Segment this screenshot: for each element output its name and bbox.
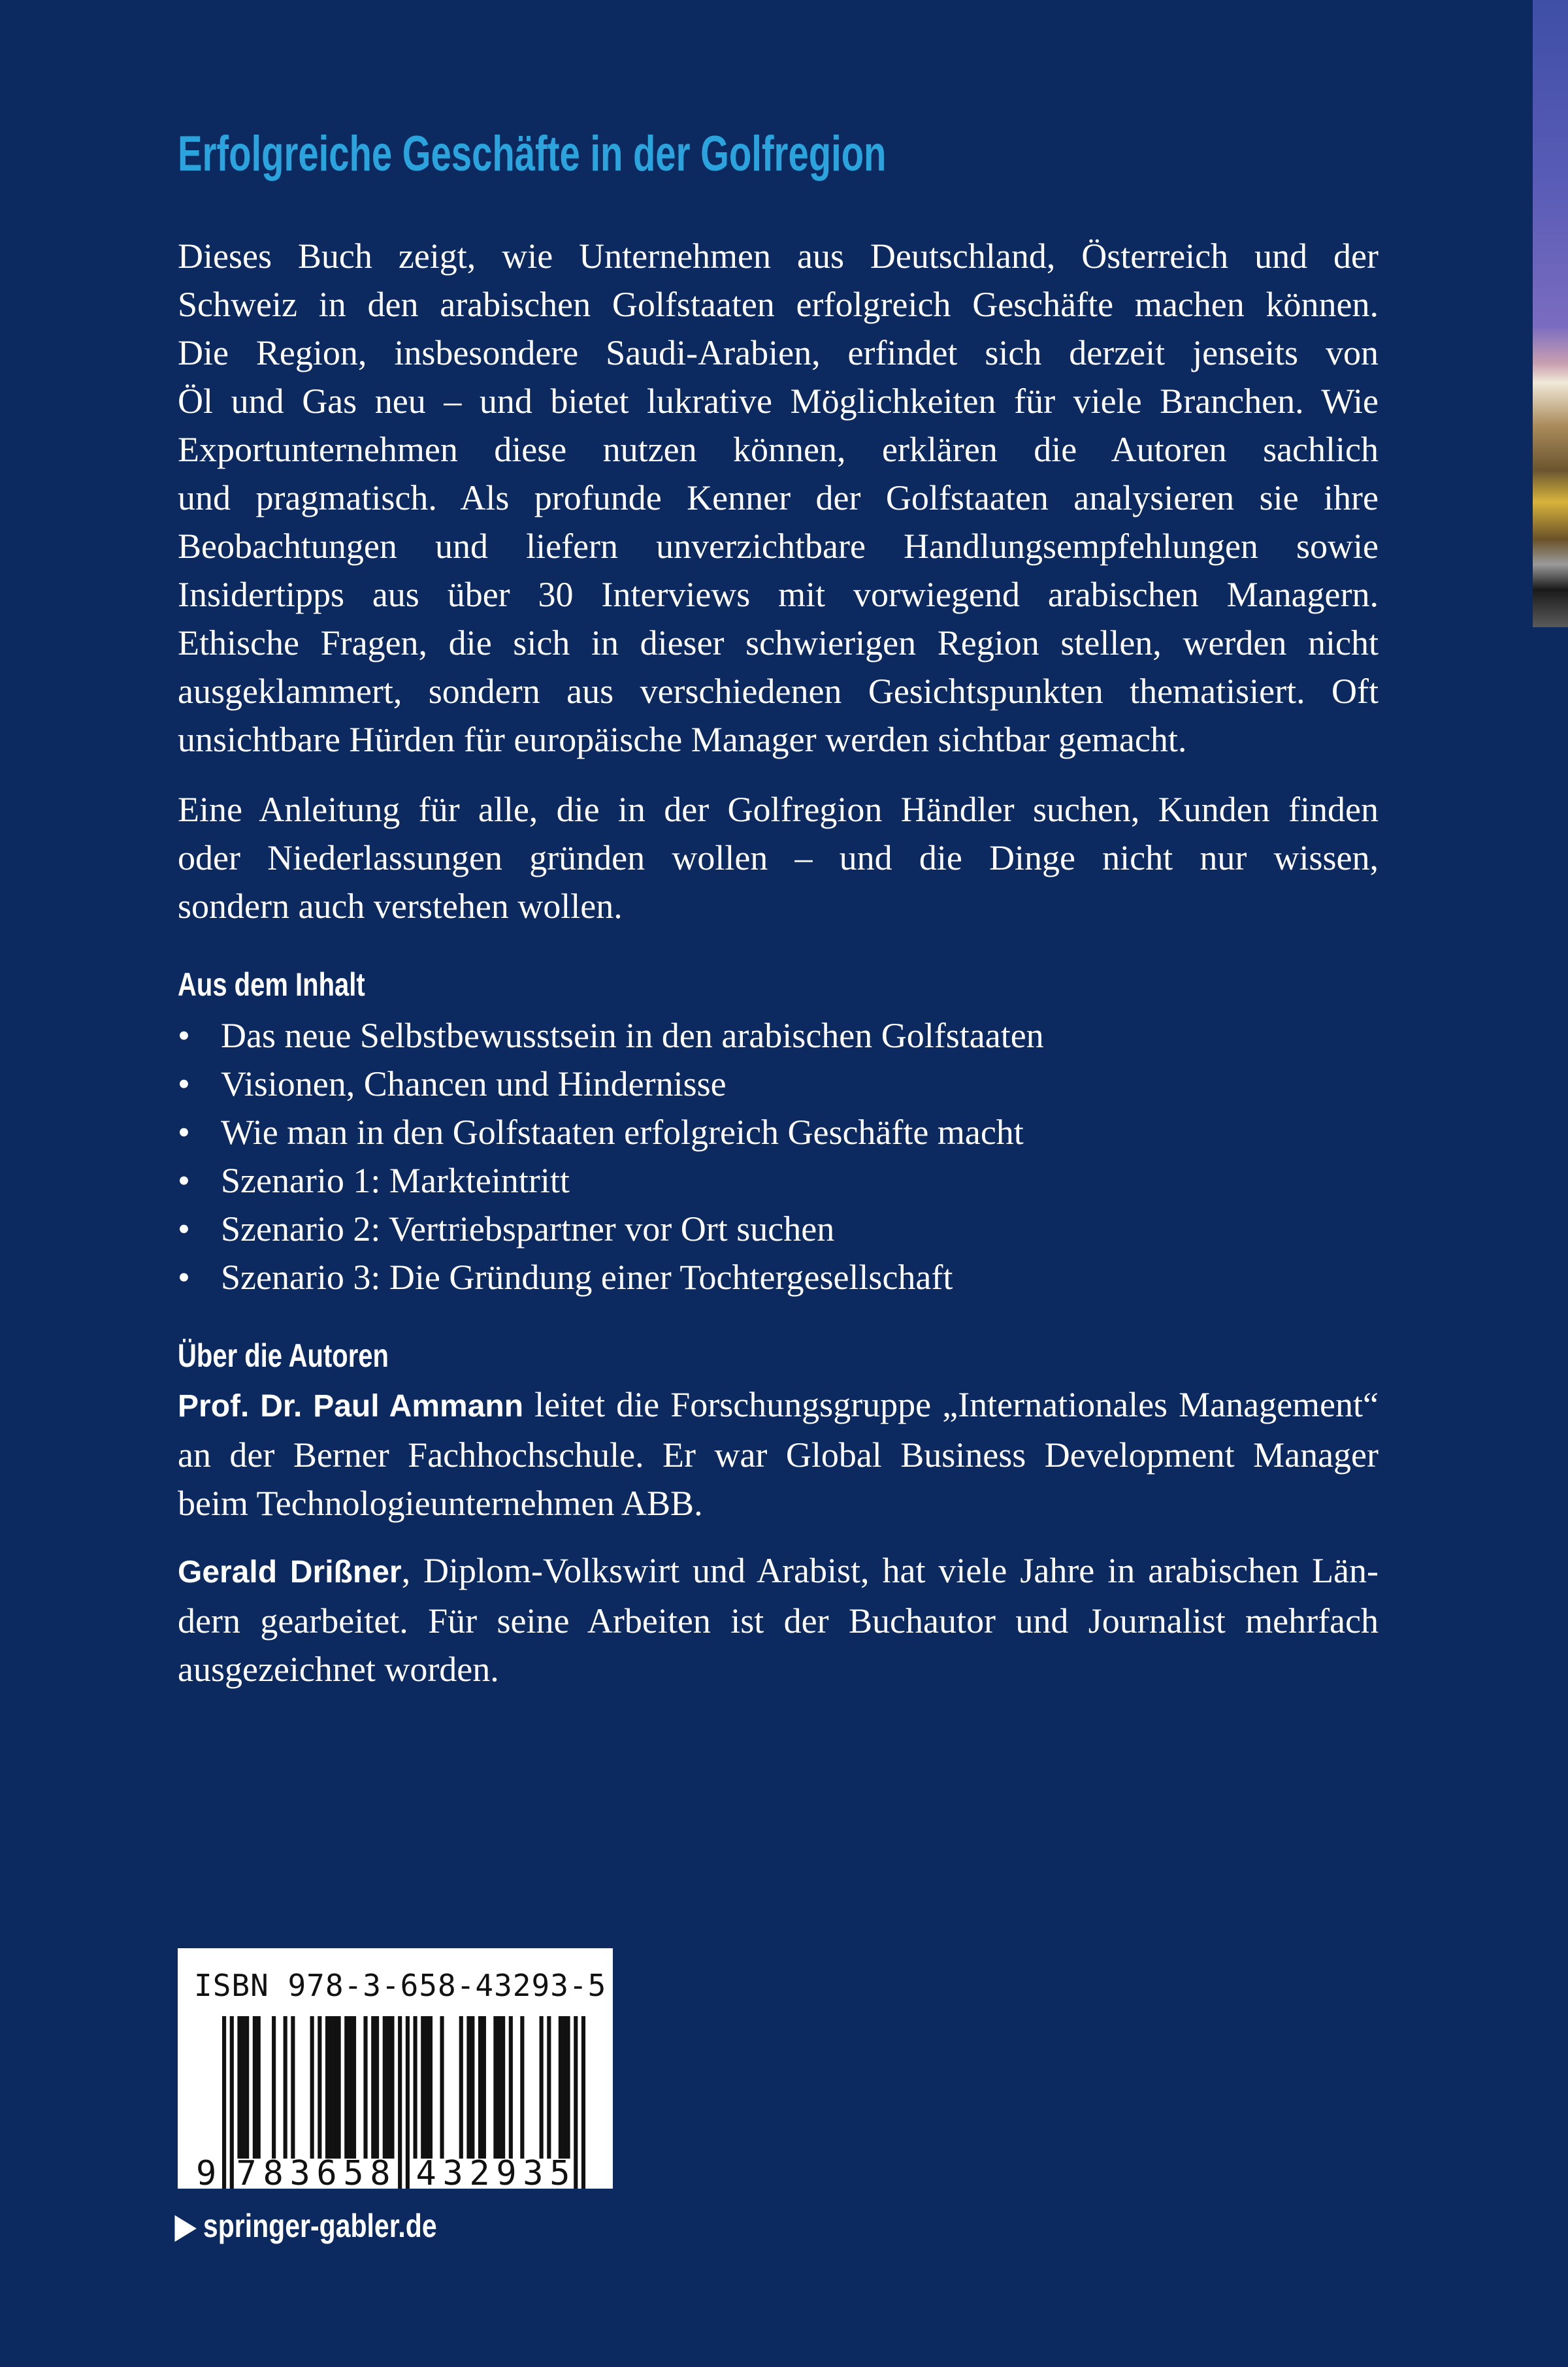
publisher-website-link[interactable] <box>175 2207 437 2245</box>
barcode-bar <box>344 2016 348 2159</box>
barcode-bar <box>520 2016 524 2159</box>
barcode-bar <box>325 2016 329 2159</box>
barcode-bar <box>497 2016 501 2159</box>
text-line: Exportunternehmen diese nutzen können, erklären die Autoren sachlich <box>178 430 1379 469</box>
barcode-bar <box>383 2016 387 2159</box>
barcode-bar <box>348 2016 352 2159</box>
barcode-bar <box>547 2016 551 2159</box>
barcode-digit: 9 <box>196 2154 217 2189</box>
barcode-digit: 5 <box>549 2154 570 2189</box>
barcode-digit: 5 <box>343 2154 364 2189</box>
text-line: oder Niederlassungen gründen wollen – und die Dinge nicht nur wissen, <box>178 838 1379 877</box>
contents-item <box>178 1060 1044 1108</box>
barcode-bar <box>363 2016 367 2159</box>
barcode-bar <box>540 2016 544 2159</box>
text-line: ausgeklammert, sondern aus verschiedenen Gesichtspunkten thematisiert. Oft <box>178 672 1379 711</box>
description-paragraph-2 <box>178 785 1379 930</box>
barcode-bar <box>390 2016 394 2159</box>
bio-text: , Diplom-Volkswirt und Arabist, hat viele Jahre in arabischen Län- <box>401 1551 1379 1590</box>
barcode-bar <box>230 2016 234 2189</box>
author-bio-ammann <box>178 1380 1379 1527</box>
bio-text: leitet die Forschungsgruppe „Internationales Management“ <box>523 1385 1379 1424</box>
barcode-bar <box>237 2016 241 2159</box>
contents-item <box>178 1205 1044 1253</box>
isbn-label: ISBN 978-3-658-43293-5 <box>194 1968 607 2003</box>
contents-item <box>178 1108 1044 1156</box>
text-line: sondern auch verstehen wollen. <box>178 887 623 926</box>
contents-list <box>178 1011 1044 1301</box>
barcode-bar <box>414 2016 417 2159</box>
contents-item-text: Szenario 3: Die Gründung einer Tochtergesellschaft <box>221 1258 953 1297</box>
barcode-bar <box>421 2016 425 2159</box>
bullet-icon: • <box>178 1209 190 1249</box>
author-name: Gerald Drißner <box>178 1555 402 1590</box>
text-line: Öl und Gas neu – und bietet lukrative Möglichkeiten für viele Branchen. Wie <box>178 382 1379 421</box>
barcode-bar <box>257 2016 261 2159</box>
bullet-icon: • <box>178 1161 190 1200</box>
contents-item-text: Wie man in den Golfstaaten erfolgreich Geschäfte macht <box>221 1113 1024 1152</box>
text-line <box>178 1546 1379 1597</box>
barcode-bar <box>318 2016 321 2159</box>
barcode-bar <box>493 2016 497 2159</box>
barcode-bar <box>440 2016 444 2159</box>
barcode-digit: 8 <box>263 2154 284 2189</box>
description-paragraph-1 <box>178 232 1379 764</box>
contents-item-text: Das neue Selbstbewusstsein in den arabischen Golfstaaten <box>221 1016 1044 1055</box>
barcode-bar <box>459 2016 463 2159</box>
text-line: Beobachtungen und liefern unverzichtbare Handlungsempfehlungen sowie <box>178 527 1379 566</box>
barcode-bar <box>482 2016 486 2159</box>
barcode-bar <box>429 2016 433 2159</box>
barcode-bar <box>310 2016 314 2159</box>
barcode-digit: 3 <box>289 2154 310 2189</box>
barcode-bar <box>398 2016 402 2189</box>
contents-item-text: Szenario 1: Markteintritt <box>221 1161 570 1200</box>
text-line: Eine Anleitung für alle, die in der Golfregion Händler suchen, Kunden finden <box>178 790 1379 829</box>
barcode-bar <box>352 2016 356 2159</box>
contents-item-text: Visionen, Chancen und Hindernisse <box>221 1064 727 1103</box>
barcode-bar <box>241 2016 245 2159</box>
barcode-bar <box>466 2016 470 2159</box>
barcode-bar <box>581 2016 585 2189</box>
barcode-bar <box>337 2016 341 2159</box>
barcode-digit: 8 <box>370 2154 391 2189</box>
barcode-digit: 3 <box>442 2154 463 2189</box>
text-line: Insidertipps aus über 30 Interviews mit vorwiegend arabischen Managern. <box>178 575 1379 614</box>
barcode-bar <box>387 2016 391 2159</box>
barcode-bar <box>563 2016 566 2159</box>
barcode-bar <box>566 2016 570 2159</box>
back-cover-title: Erfolgreiche Geschäfte in der Golfregion <box>178 126 887 182</box>
text-line: Dieses Buch zeigt, wie Unternehmen aus Deutschland, Österreich und der <box>178 237 1379 276</box>
barcode-digit: 6 <box>316 2154 337 2189</box>
text-line: ausgezeichnet worden. <box>178 1650 499 1689</box>
contents-item <box>178 1011 1044 1060</box>
author-name: Prof. Dr. Paul Ammann <box>178 1389 524 1424</box>
play-arrow-icon: ▶ <box>175 2208 196 2244</box>
text-line: Ethische Fragen, die sich in dieser schwierigen Region stellen, werden nicht <box>178 623 1379 662</box>
bullet-icon: • <box>178 1016 190 1055</box>
barcode-bar <box>470 2016 474 2159</box>
contents-item-text: Szenario 2: Vertriebspartner vor Ort suchen <box>221 1209 835 1249</box>
barcode-bar <box>284 2016 287 2159</box>
website-text: springer-gabler.de <box>203 2208 437 2244</box>
barcode-bar <box>291 2016 295 2159</box>
barcode-bar <box>425 2016 429 2159</box>
text-line: Schweiz in den arabischen Golfstaaten erfolgreich Geschäfte machen können. <box>178 285 1379 324</box>
barcode-bar <box>509 2016 513 2159</box>
barcode-digit: 7 <box>236 2154 257 2189</box>
barcode-digit: 3 <box>523 2154 544 2189</box>
text-line: Die Region, insbesondere Saudi-Arabien, erfindet sich derzeit jenseits von <box>178 333 1379 372</box>
barcode-bar <box>272 2016 276 2159</box>
barcode-bar <box>245 2016 249 2159</box>
text-line: an der Berner Fachhochschule. Er war Global Business Development Manager <box>178 1435 1379 1475</box>
author-bio-drissner <box>178 1546 1379 1693</box>
cover-photo-edge <box>1533 0 1568 627</box>
text-line: dern gearbeitet. Für seine Arbeiten ist der Buchautor und Journalist mehrfach <box>178 1601 1379 1641</box>
isbn-barcode <box>178 1948 613 2189</box>
contents-heading: Aus dem Inhalt <box>178 966 365 1003</box>
barcode-bar <box>253 2016 257 2159</box>
bullet-icon: • <box>178 1064 190 1103</box>
text-line: beim Technologieunternehmen ABB. <box>178 1484 703 1523</box>
barcode-digit: 4 <box>416 2154 436 2189</box>
barcode-digit: 9 <box>496 2154 517 2189</box>
barcode-bar <box>574 2016 578 2189</box>
contents-item <box>178 1156 1044 1205</box>
barcode-bar <box>559 2016 563 2159</box>
barcode-bar <box>478 2016 482 2159</box>
barcode-bar <box>222 2016 226 2189</box>
barcode-bar <box>371 2016 375 2159</box>
text-line: unsichtbare Hürden für europäische Manager werden sichtbar gemacht. <box>178 720 1187 759</box>
text-line <box>178 1380 1379 1431</box>
text-line: und pragmatisch. Als profunde Kenner der Golfstaaten analysieren sie ihre <box>178 478 1379 517</box>
barcode-bar <box>333 2016 337 2159</box>
bullet-icon: • <box>178 1113 190 1152</box>
barcode-bar <box>406 2016 410 2189</box>
contents-item <box>178 1253 1044 1301</box>
bullet-icon: • <box>178 1258 190 1297</box>
barcode-digit: 2 <box>469 2154 490 2189</box>
barcode-bar <box>329 2016 333 2159</box>
barcode-bar <box>375 2016 379 2159</box>
authors-heading: Über die Autoren <box>178 1337 389 1374</box>
barcode-bar <box>501 2016 505 2159</box>
